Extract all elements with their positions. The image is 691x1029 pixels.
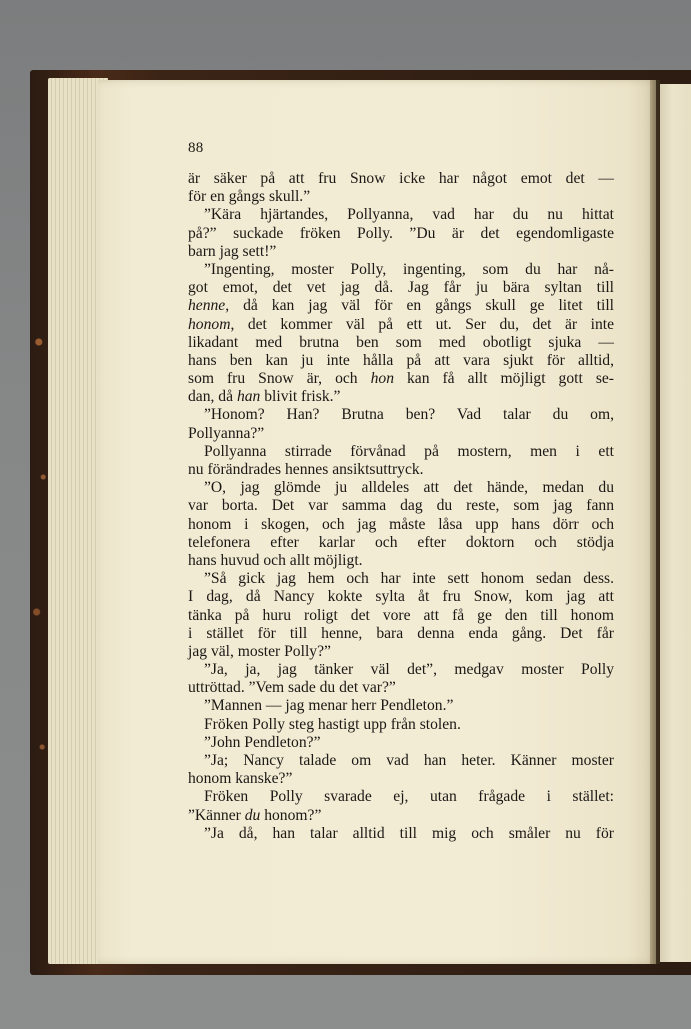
text-line: [188, 316, 614, 334]
text-segment: i stället för till henne, bara denna enda gång. Det får: [188, 624, 614, 642]
text-line: [188, 243, 614, 261]
text-line: [188, 425, 614, 443]
text-segment: är säker på att fru Snow icke har något emot det —: [188, 170, 614, 187]
text-line: [188, 443, 614, 461]
text-line: [188, 716, 614, 734]
text-segment: honom i skogen, och jag måste låsa upp hans dörr och: [188, 515, 614, 533]
text-line: [188, 170, 614, 188]
text-segment: telefonera efter karlar och efter doktorn och stödja: [188, 533, 614, 551]
text-line: [188, 461, 614, 479]
text-line: [188, 534, 614, 552]
text-line: [188, 297, 614, 315]
text-segment: jag väl, moster Polly?”: [188, 642, 331, 660]
text-line: [188, 406, 614, 424]
text-segment: Fröken Polly svarade ej, utan frågade i stället:: [204, 788, 614, 806]
text-segment: ”John Pendleton?”: [204, 733, 321, 751]
text-segment: nu förändrades hennes ansiktsuttryck.: [188, 461, 424, 478]
text-line: [188, 225, 614, 243]
text-line: [188, 516, 614, 534]
text-segment: , det kommer väl på ett ut. Ser du, det är inte: [230, 315, 614, 333]
text-segment: ”Känner: [188, 806, 245, 824]
text-segment: barn jag sett!”: [188, 242, 277, 260]
text-segment: hans ben kan ju inte hålla på att vara sjukt för alltid,: [188, 351, 614, 369]
italic-word: henne: [188, 297, 226, 315]
text-segment: på?” suckade fröken Polly. ”Du är det egendomligaste: [188, 224, 614, 242]
text-segment: honom?”: [260, 806, 322, 824]
text-segment: ”Ja då, han talar alltid till mig och småler nu för: [204, 824, 614, 842]
text-line: [188, 679, 614, 697]
text-line: [188, 643, 614, 661]
text-segment: som fru Snow är, och: [188, 370, 371, 388]
text-line: [188, 770, 614, 788]
text-segment: dan, då: [188, 388, 237, 406]
text-line: [188, 570, 614, 588]
text-line: [188, 352, 614, 370]
gutter-shadow: [650, 80, 660, 964]
text-line: [188, 752, 614, 770]
text-segment: tänka på huru roligt det vore att få ge den till honom: [188, 606, 614, 624]
italic-word: hon: [370, 370, 394, 388]
text-line: [188, 206, 614, 224]
text-segment: , då kan jag väl för en gångs skull ge litet till: [225, 297, 614, 315]
text-segment: ”Så gick jag hem och har inte sett honom sedan dess.: [204, 570, 614, 588]
text-segment: var borta. Det var samma dag du reste, som jag fann: [188, 497, 614, 515]
text-segment: ”Mannen — jag menar herr Pendleton.”: [204, 697, 454, 715]
text-line: [188, 607, 614, 625]
text-line: [188, 279, 614, 297]
text-segment: ”Ja, ja, jag tänker väl det”, medgav moster Polly: [204, 661, 614, 679]
text-line: [188, 261, 614, 279]
page-number: 88: [188, 140, 204, 156]
text-line: [188, 734, 614, 752]
text-segment: Pollyanna stirrade förvånad på mostern, men i ett: [204, 442, 614, 460]
page-text: [188, 170, 614, 843]
text-line: [188, 588, 614, 606]
text-line: [188, 697, 614, 715]
text-segment: got emot, det vet jag då. Jag får ju bära syltan till: [188, 279, 614, 297]
text-segment: uttröttad. ”Vem sade du det var?”: [188, 679, 396, 697]
text-segment: I dag, då Nancy kokte sylta åt fru Snow, kom jag att: [188, 588, 614, 606]
italic-word: honom: [188, 315, 231, 333]
text-line: [188, 370, 614, 388]
italic-word: du: [244, 806, 261, 824]
text-segment: ”O, jag glömde ju alldeles att det hände, medan du: [204, 479, 614, 497]
italic-word: han: [236, 388, 261, 406]
facing-page-edge: [660, 84, 691, 962]
text-line: [188, 625, 614, 643]
text-line: [188, 479, 614, 497]
text-line: [188, 497, 614, 515]
text-line: [188, 825, 614, 843]
text-line: [188, 552, 614, 570]
text-segment: ”Ingenting, moster Polly, ingenting, som du har nå-: [204, 260, 614, 278]
text-segment: blivit frisk.”: [260, 388, 341, 406]
text-segment: för en gångs skull.”: [188, 188, 311, 206]
text-segment: kan få allt möjligt gott se-: [393, 370, 614, 388]
text-line: [188, 788, 614, 806]
text-line: [188, 661, 614, 679]
text-segment: honom kanske?”: [188, 770, 293, 788]
text-segment: ”Kära hjärtandes, Pollyanna, vad har du nu hittat: [204, 206, 614, 224]
text-line: [188, 388, 614, 406]
text-line: [188, 807, 614, 825]
text-line: [188, 334, 614, 352]
text-segment: Pollyanna?”: [188, 424, 265, 442]
text-segment: Fröken Polly steg hastigt upp från stolen.: [204, 715, 461, 733]
text-segment: ”Ja; Nancy talade om vad han heter. Känner moster: [204, 752, 614, 769]
text-segment: likadant med brutna ben som med obotligt sjuka —: [188, 333, 614, 351]
text-segment: ”Honom? Han? Brutna ben? Vad talar du om,: [204, 406, 614, 424]
text-segment: hans huvud och allt möjligt.: [188, 551, 363, 569]
text-line: [188, 188, 614, 206]
